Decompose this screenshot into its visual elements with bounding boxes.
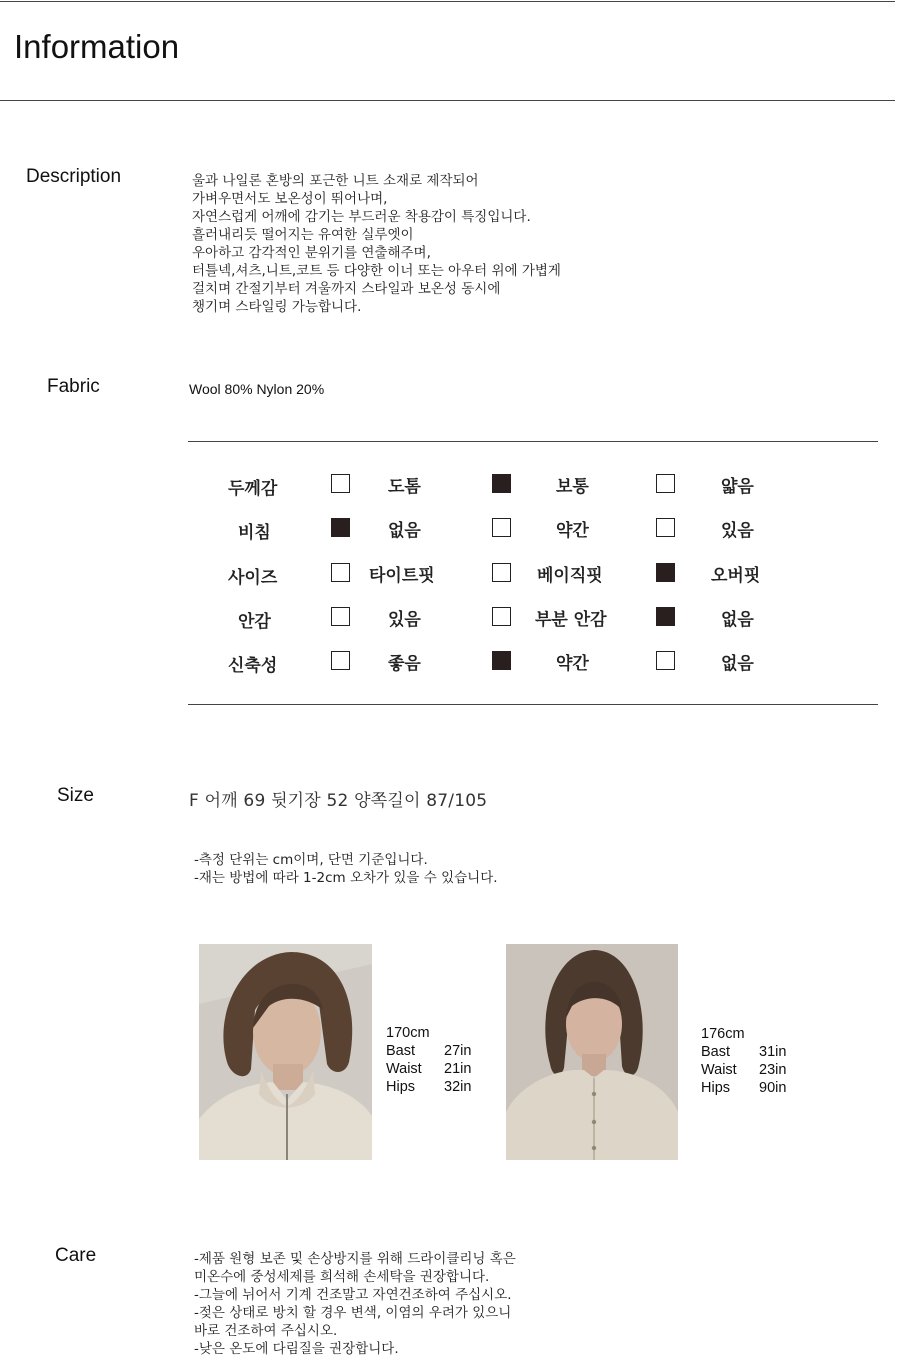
care-line: -그늘에 뉘어서 기계 건조말고 자연건조하여 주십시오.: [194, 1287, 512, 1303]
spec-row: [386, 1078, 471, 1096]
checkbox: [492, 651, 511, 670]
model-height: 170cm: [386, 1025, 430, 1041]
care-text: [194, 1250, 516, 1358]
checkbox: [331, 651, 350, 670]
description-line: 울과 나일론 혼방의 포근한 니트 소재로 제작되어: [192, 173, 479, 189]
option-label: 얇음: [721, 477, 754, 497]
option-label: 있음: [388, 610, 421, 630]
model-photo: [506, 944, 678, 1160]
checkbox: [492, 518, 511, 537]
attribute-name: 안감: [238, 612, 271, 632]
spec-value: 21in: [444, 1061, 472, 1077]
attribute-name: 두께감: [228, 479, 278, 499]
option-label: 없음: [721, 610, 754, 630]
option-label: 베이직핏: [537, 566, 603, 586]
care-line: 미온수에 중성세제를 희석해 손세탁을 권장합니다.: [194, 1269, 490, 1285]
option-label: 약간: [556, 654, 589, 674]
checkbox: [492, 607, 511, 626]
spec-key: Hips: [386, 1079, 416, 1095]
checkbox: [331, 563, 350, 582]
spec-value: 31in: [759, 1044, 787, 1060]
spec-row: [386, 1042, 471, 1060]
checkbox: [331, 518, 350, 537]
checkbox: [656, 518, 675, 537]
description-label: Description: [26, 166, 122, 187]
page-title: Information: [14, 28, 180, 65]
option-label: 타이트핏: [369, 566, 435, 586]
description-line: 터틀넥,셔츠,니트,코트 등 다양한 이너 또는 아우터 위에 가볍게: [192, 263, 561, 279]
size-notes: [194, 851, 498, 887]
checkbox: [331, 607, 350, 626]
option-label: 좋음: [388, 654, 421, 674]
spec-value: 23in: [759, 1062, 787, 1078]
description-line: 흘러내리듯 떨어지는 유여한 실루엣이: [192, 227, 414, 243]
checkbox: [656, 607, 675, 626]
option-label: 오버핏: [711, 566, 761, 586]
care-label: Care: [55, 1245, 97, 1266]
description-line: 걸치며 간절기부터 겨울까지 스타일과 보온성 동시에: [192, 281, 501, 297]
description-line: 챙기며 스타일링 가능합니다.: [192, 299, 362, 315]
size-label: Size: [57, 785, 94, 806]
spec-value: 27in: [444, 1043, 472, 1059]
description-line: 우아하고 감각적인 분위기를 연출해주며,: [192, 245, 431, 261]
size-measurements: F 어깨 69 뒷기장 52 양쪽길이 87/105: [189, 791, 488, 811]
checkbox: [492, 474, 511, 493]
size-note: -재는 방법에 따라 1-2cm 오차가 있을 수 있습니다.: [194, 870, 498, 886]
model-photo: [199, 944, 372, 1160]
fabric-label: Fabric: [47, 376, 100, 397]
fabric-value: Wool 80% Nylon 20%: [189, 381, 325, 397]
spec-key: Hips: [701, 1080, 731, 1096]
spec-value: 90in: [759, 1080, 787, 1096]
option-label: 약간: [556, 521, 589, 541]
spec-row: [701, 1079, 786, 1097]
model-spec: [701, 1025, 786, 1097]
model-height: 176cm: [701, 1026, 745, 1042]
checkbox: [331, 474, 350, 493]
checkbox: [656, 651, 675, 670]
attribute-name: 사이즈: [228, 568, 278, 588]
spec-key: Bast: [701, 1044, 731, 1060]
spec-key: Bast: [386, 1043, 416, 1059]
spec-value: 32in: [444, 1079, 472, 1095]
option-label: 부분 안감: [535, 610, 607, 630]
attribute-name: 신축성: [228, 656, 278, 676]
attribute-name: 비침: [238, 523, 271, 543]
option-label: 보통: [556, 477, 589, 497]
spec-key: Waist: [701, 1062, 737, 1078]
spec-row: [701, 1043, 786, 1061]
option-label: 도톰: [388, 477, 421, 497]
checkbox: [656, 563, 675, 582]
care-line: -낮은 온도에 다림질을 권장합니다.: [194, 1341, 399, 1357]
size-note: -측정 단위는 cm이며, 단면 기준입니다.: [194, 852, 428, 868]
option-label: 없음: [388, 521, 421, 541]
spec-key: Waist: [386, 1061, 422, 1077]
description-line: 자연스럽게 어깨에 감기는 부드러운 착용감이 특징입니다.: [192, 209, 531, 225]
model-spec: [386, 1024, 471, 1096]
option-label: 없음: [721, 654, 754, 674]
care-line: -제품 원형 보존 및 손상방지를 위해 드라이클리닝 혹은: [194, 1251, 516, 1267]
checkbox: [656, 474, 675, 493]
spec-row: [386, 1060, 471, 1078]
spec-row: [701, 1061, 786, 1079]
care-line: -젖은 상태로 방치 할 경우 변색, 이염의 우려가 있으니: [194, 1305, 512, 1321]
table-bottom-rule: [188, 704, 878, 705]
checkbox: [492, 563, 511, 582]
description-line: 가벼우면서도 보온성이 뛰어나며,: [192, 191, 388, 207]
option-label: 있음: [721, 521, 754, 541]
care-line: 바로 건조하여 주십시오.: [194, 1323, 338, 1339]
